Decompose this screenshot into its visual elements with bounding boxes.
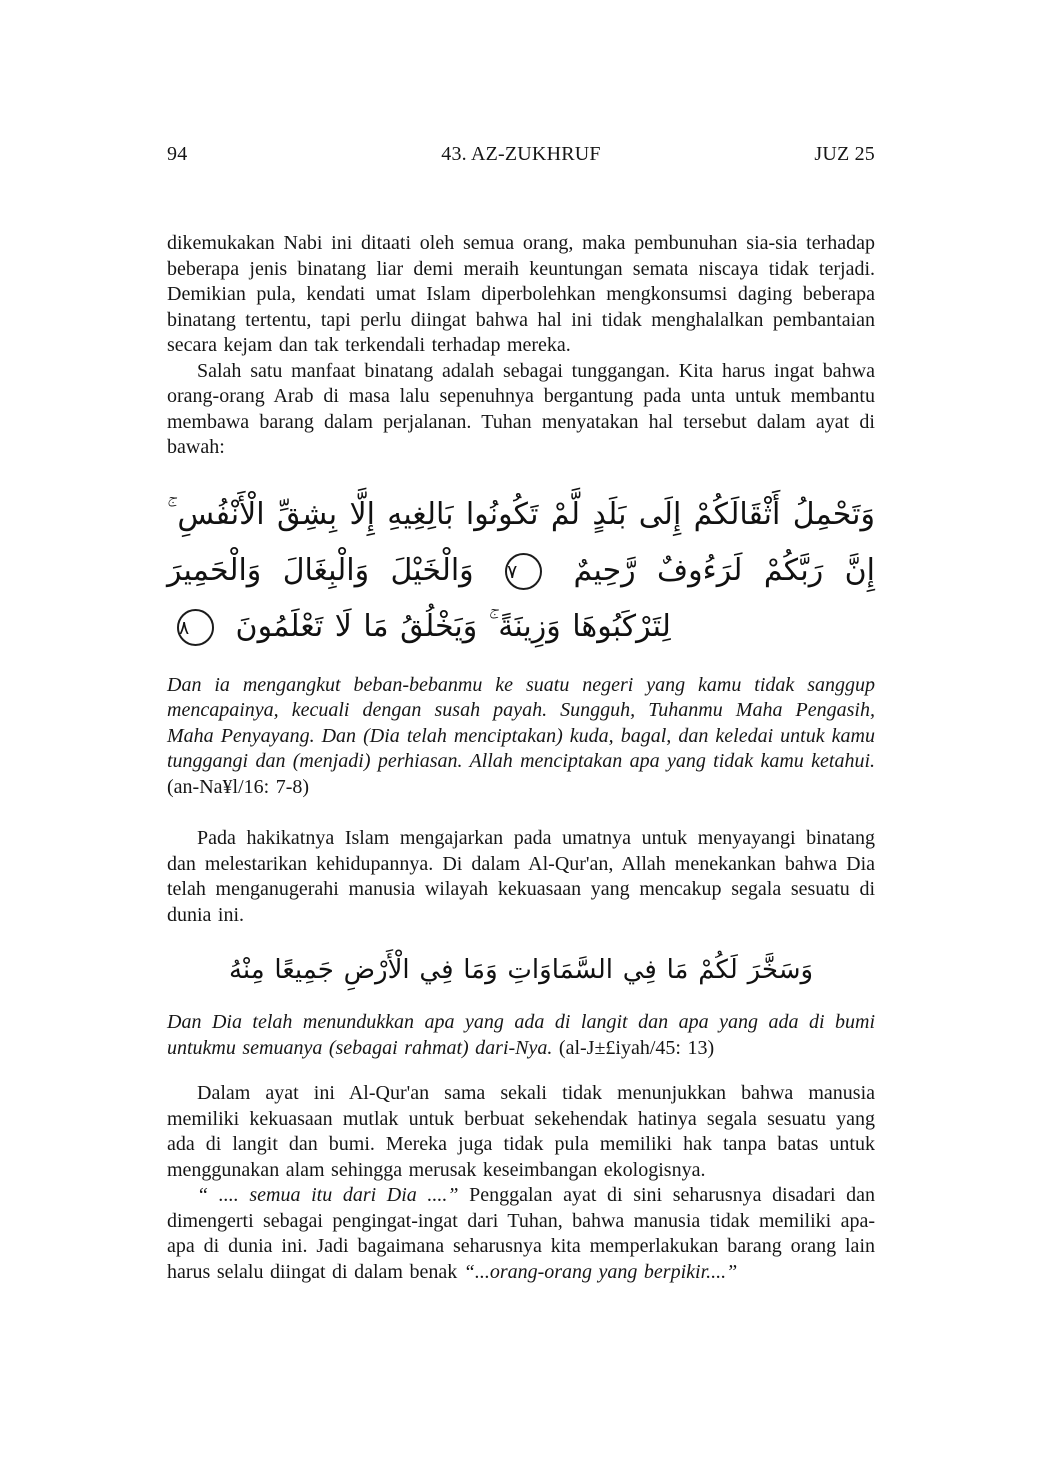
paragraph-intro-verse: Salah satu manfaat binatang adalah sebagai tunggangan. Kita harus ingat bahwa orang-orang Arab di masa lalu sepenuhnya bergantung pada unta untuk membantu membawa barang dalam perjalanan. Tuhan menyatakan hal tersebut dalam ayat di bawah: xyxy=(167,359,875,458)
ayah-number-8: ٨ xyxy=(177,609,214,646)
translation-aljatsiyah xyxy=(167,1010,875,1061)
paragraph-continuation: dikemukakan Nabi ini ditaati oleh semua orang, maka pembunuhan sia-sia terhadap beberapa jenis binatang liar demi meraih keuntungan semata niscaya tidak terjadi. Demikian pula, kendati umat Islam diperbolehkan mengkonsumsi daging beberapa binatang tertentu, tapi perlu diingat bahwa hal ini tidak menghalalkan pembantaian secara kejam dan tak terkendali terhadap mereka. xyxy=(167,232,875,356)
arabic-verse-8-text: وَالْخَيْلَ وَالْبِغَالَ وَالْحَمِيرَ لِتَرْكَبُوهَا وَزِينَةً ۚ وَيَخْلُقُ مَا لَا تَعْلَمُونَ xyxy=(167,552,671,644)
translation-annahl xyxy=(167,673,875,801)
translation-aljatsiyah-text: Dan Dia telah menundukkan apa yang ada di langit dan apa yang ada di bumi untukmu semuanya (sebagai rahmat) dari-Nya. xyxy=(167,1011,875,1059)
paragraph-explanation: Dalam ayat ini Al-Qur'an sama sekali tidak menunjukkan bahwa manusia memiliki kekuasaan mutlak untuk berbuat sekehendak hatinya segala sesuatu yang ada di langit dan bumi. Mereka juga tidak pula memiliki hak tanpa batas untuk menggunakan alam sehingga merusak keseimbangan ekologisnya. xyxy=(167,1082,875,1181)
page-body xyxy=(167,231,875,1285)
translation-annahl-text: Dan ia mengangkut beban-bebanmu ke suatu negeri yang kamu tidak sanggup mencapainya, kecuali dengan susah payah. Sungguh, Tuhanmu Maha Pengasih, Maha Penyayang. Dan (Dia telah menciptakan) kuda, bagal, dan keledai untuk kamu tunggangi dan (menjadi) perhiasan. Allah menciptakan apa yang tidak kamu ketahui. xyxy=(167,673,875,772)
juz-label: JUZ 25 xyxy=(814,143,875,165)
paragraph-closing xyxy=(167,1183,875,1285)
closing-middle-text: Penggalan ayat di sini seharusnya disadari dan dimengerti sebagai pengingat-ingat dari Tuhan, bahwa manusia tidak memiliki apa-apa di dunia ini. Jadi bagaimana seharusnya kita memperlakukan barang orang lain harus selalu diingat di dalam benak xyxy=(167,1184,875,1283)
surah-title: 43. AZ-ZUKHRUF xyxy=(441,143,601,165)
page-number: 94 xyxy=(167,143,188,165)
page-header xyxy=(167,143,875,166)
closing-quote-close: “...orang-orang yang berpikir....” xyxy=(463,1260,738,1283)
arabic-verse-aljatsiyah: وَسَخَّرَ لَكُمْ مَا فِي السَّمَاوَاتِ وَمَا فِي الْأَرْضِ جَمِيعًا مِنْهُ xyxy=(228,955,814,985)
arabic-verse-7-text: وَتَحْمِلُ أَثْقَالَكُمْ إِلَى بَلَدٍ لَّمْ تَكُونُوا بَالِغِيهِ إِلَّا بِشِقِّ الْأَنْفُسِ ۚ إِنَّ رَبَّكُمْ لَرَءُوفٌ رَّحِيمٌ xyxy=(167,496,875,588)
ayah-number-7: ٧ xyxy=(505,553,542,590)
paragraph-islam-teaches: Pada hakikatnya Islam mengajarkan pada umatnya untuk menyayangi binatang dan melestarikan kehidupannya. Di dalam Al-Qur'an, Allah menekankan bahwa Dia telah menganugerahi manusia wilayah kekuasaan yang mencakup segala sesuatu di dunia ini. xyxy=(167,827,875,926)
closing-quote-open: “ .... semua itu dari Dia ....” xyxy=(197,1184,459,1206)
arabic-verse-annahl xyxy=(167,487,875,655)
verse-reference-aljatsiyah: (al-J±£iyah/45: 13) xyxy=(558,1036,715,1059)
verse-reference-annahl: (an-Na¥l/16: 7-8) xyxy=(167,775,310,798)
